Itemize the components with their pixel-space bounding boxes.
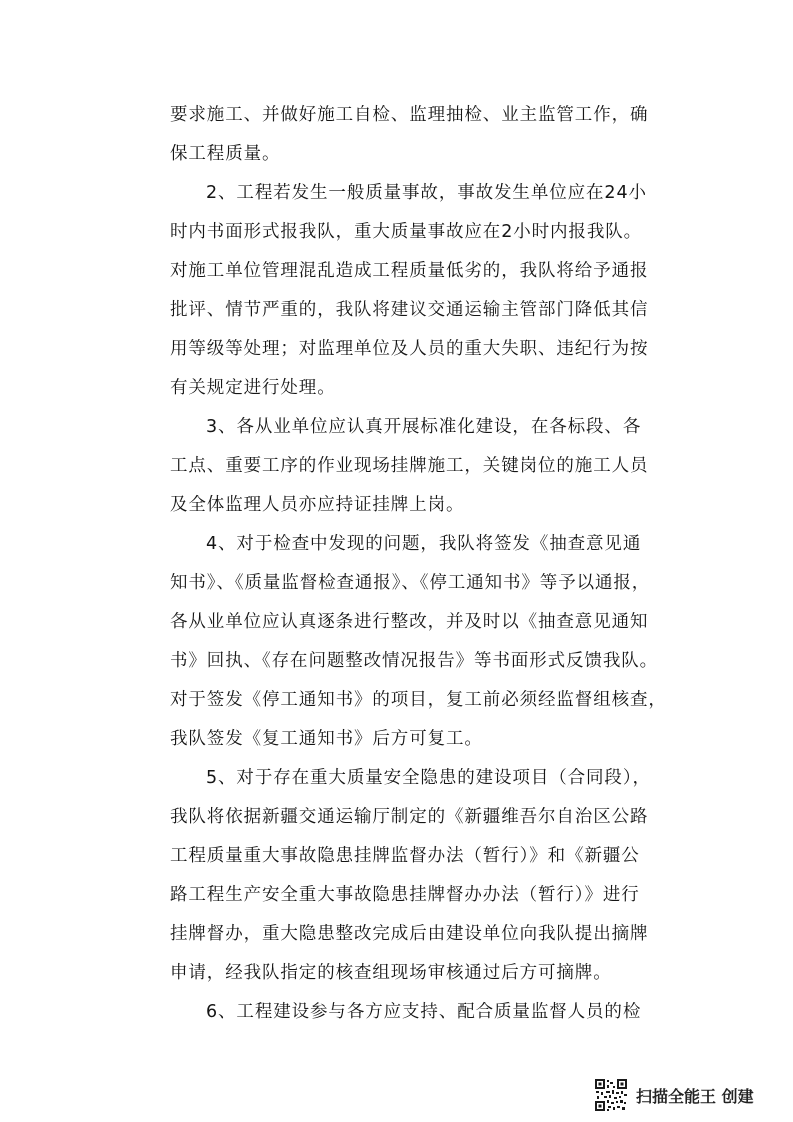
text-line: 工点、重要工序的作业现场挂牌施工，关键岗位的施工人员 (170, 456, 649, 476)
paragraph-start-line: 4、对于检查中发现的问题，我队将签发《抽查意见通 (206, 534, 642, 554)
text-line: 及全体监理人员亦应持证挂牌上岗。 (170, 495, 465, 515)
text-line: 书》回执、《存在问题整改情况报告》等书面形式反馈我队。 (170, 651, 659, 671)
text-line: 各从业单位应认真逐条进行整改，并及时以《抽查意见通知 (170, 612, 649, 632)
qr-code-icon (594, 1078, 628, 1112)
text-line: 申请，经我队指定的核查组现场审核通过后方可摘牌。 (170, 963, 612, 983)
scanner-watermark (594, 1075, 784, 1115)
text-line: 路工程生产安全重大事故隐患挂牌督办办法（暂行）》进行 (170, 885, 640, 905)
text-line: 时内书面形式报我队，重大质量事故应在2小时内报我队。 (170, 222, 643, 242)
paragraph-start-line: 3、各从业单位应认真开展标准化建设，在各标段、各 (206, 417, 642, 437)
paragraph-start-line: 5、对于存在重大质量安全隐患的建设项目（合同段）， (206, 768, 651, 788)
text-line: 挂牌督办，重大隐患整改完成后由建设单位向我队提出摘牌 (170, 924, 649, 944)
text-line: 保工程质量。 (170, 144, 281, 164)
paragraph-start-line: 6、工程建设参与各方应支持、配合质量监督人员的检 (206, 1002, 642, 1022)
text-line: 我队签发《复工通知书》后方可复工。 (170, 729, 483, 749)
text-line: 对于签发《停工通知书》的项目，复工前必须经监督组核查， (170, 690, 667, 710)
text-line: 用等级等处理；对监理单位及人员的重大失职、违纪行为按 (170, 339, 649, 359)
text-line: 对施工单位管理混乱造成工程质量低劣的，我队将给予通报 (170, 261, 649, 281)
document-body (170, 96, 690, 1032)
text-line: 要求施工、并做好施工自检、监理抽检、业主监管工作，确 (170, 105, 649, 125)
text-line: 批评、情节严重的，我队将建议交通运输主管部门降低其信 (170, 300, 649, 320)
text-line: 有关规定进行处理。 (170, 378, 336, 398)
paragraph-start-line: 2、工程若发生一般质量事故，事故发生单位应在24小 (206, 183, 647, 203)
text-line: 工程质量重大事故隐患挂牌监督办法（暂行）》和《新疆公 (170, 846, 640, 866)
text-line: 我队将依据新疆交通运输厅制定的《新疆维吾尔自治区公路 (170, 807, 649, 827)
scanner-label: 扫描全能王 创建 (636, 1086, 754, 1106)
text-line: 知书》、《质量监督检查通报》、《停工通知书》等予以通报， (170, 573, 651, 593)
